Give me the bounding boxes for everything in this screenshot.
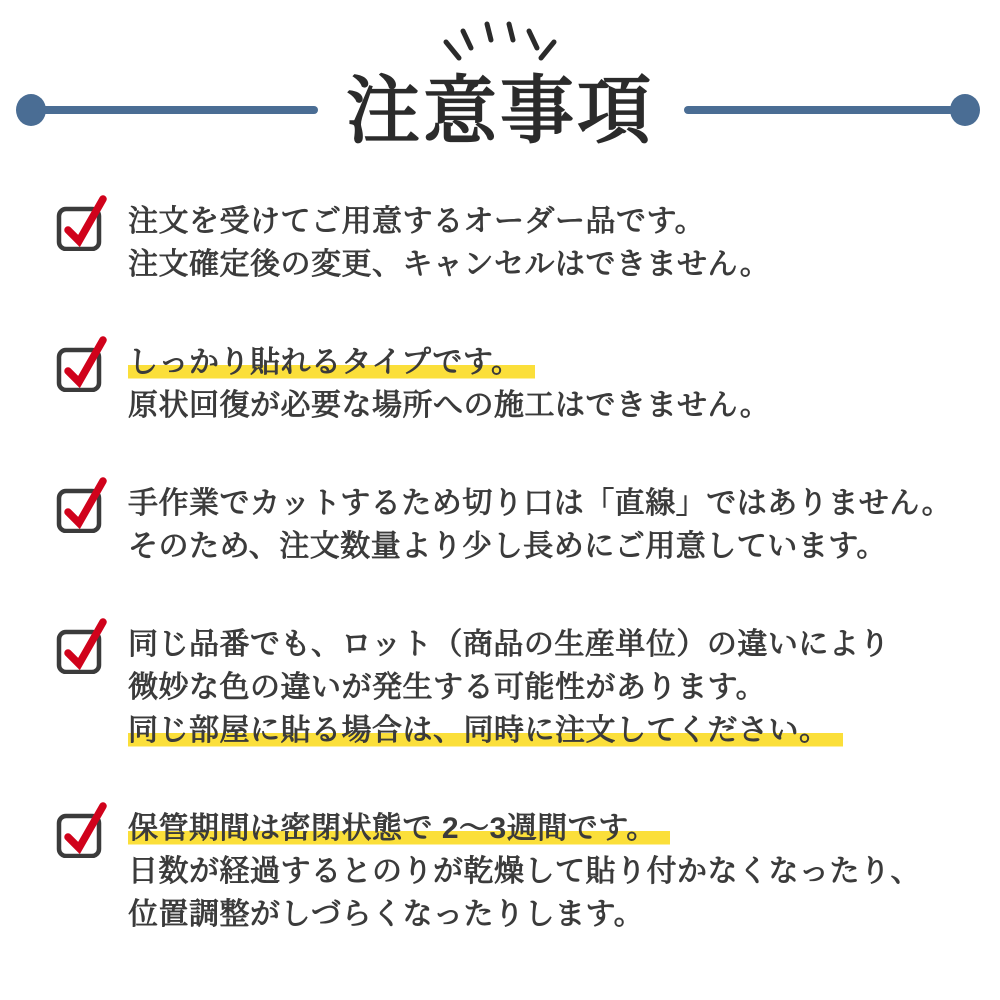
- checkbox-checked-icon: [55, 341, 107, 392]
- notice-line: [128, 525, 952, 568]
- divider-line-right: [684, 106, 954, 114]
- notice-line-text-highlighted: 同じ部屋に貼る場合は、同時に注文してください。: [128, 714, 843, 747]
- notice-line: [128, 482, 952, 525]
- notice-item-adhesive: [55, 341, 970, 427]
- notice-line-text: 手作業でカットするため切り口は「直線」ではありません。: [128, 487, 953, 520]
- notice-line: [128, 200, 770, 243]
- notice-list: [55, 200, 970, 991]
- notice-line: [128, 384, 770, 427]
- notice-text: [128, 200, 770, 286]
- notice-line: [128, 666, 890, 709]
- notice-text: [128, 482, 952, 568]
- notice-text: [128, 341, 770, 427]
- notice-item-lot-color: [55, 623, 970, 752]
- notice-text: [128, 807, 921, 936]
- checkbox-checked-icon: [55, 482, 107, 533]
- notice-line: [128, 893, 921, 936]
- checkbox-checked-icon: [55, 807, 107, 858]
- notice-line-text: 日数が経過するとのりが乾燥して貼り付かなくなったり、: [128, 855, 921, 888]
- notice-line: [128, 807, 921, 850]
- notice-item-handcut: [55, 482, 970, 568]
- notice-line-text: 注文を受けてご用意するオーダー品です。: [128, 205, 706, 238]
- notice-line: [128, 709, 890, 752]
- notice-text: [128, 623, 890, 752]
- notice-item-order: [55, 200, 970, 286]
- emphasis-rays-icon: [430, 12, 570, 72]
- notice-line: [128, 623, 890, 666]
- notice-line: [128, 243, 770, 286]
- notice-line-text: 同じ品番でも、ロット（商品の生産単位）の違いにより: [128, 628, 890, 661]
- page-title: 注意事項: [346, 69, 654, 152]
- notice-line-text: 微妙な色の違いが発生する可能性があります。: [128, 671, 767, 704]
- notice-line-text: そのため、注文数量より少し長めにご用意しています。: [128, 530, 887, 563]
- notice-line-text-highlighted: 保管期間は密閉状態で 2～3週間です。: [128, 812, 670, 845]
- notice-line: [128, 341, 770, 384]
- checkbox-checked-icon: [55, 200, 107, 251]
- notice-line-text: 原状回復が必要な場所への施工はできません。: [128, 389, 771, 422]
- divider-dot-right: [950, 94, 980, 126]
- notice-line: [128, 850, 921, 893]
- notice-item-storage: [55, 807, 970, 936]
- notice-line-text: 注文確定後の変更、キャンセルはできません。: [128, 248, 771, 281]
- notice-line-text: 位置調整がしづらくなったりします。: [128, 898, 645, 931]
- checkbox-checked-icon: [55, 623, 107, 674]
- notice-line-text-highlighted: しっかり貼れるタイプです。: [128, 346, 535, 379]
